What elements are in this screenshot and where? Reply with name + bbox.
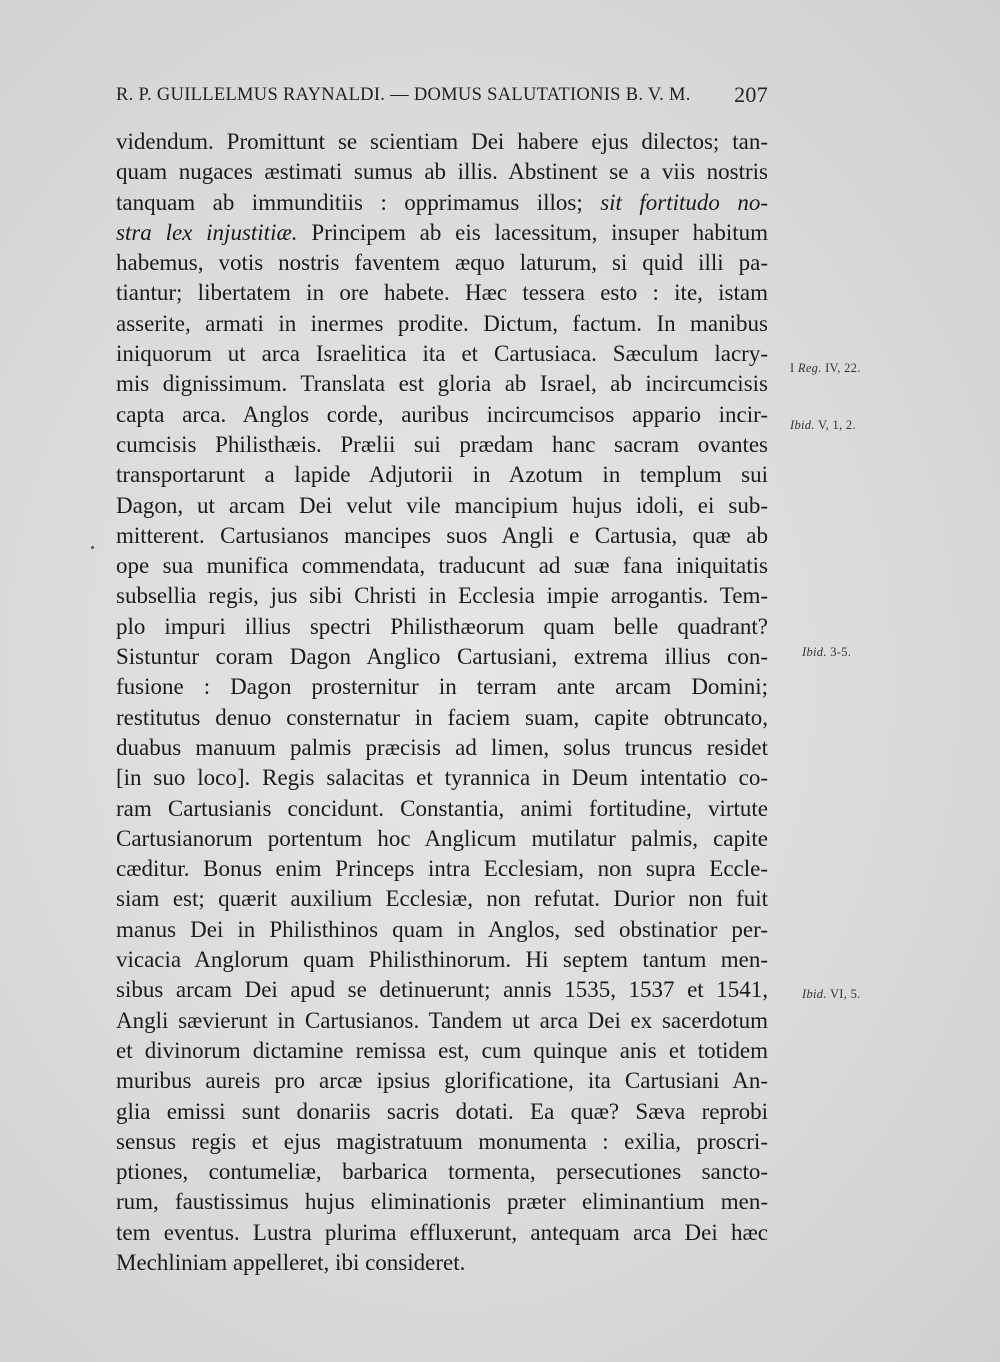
italic-quote: sit fortitudo no- <box>600 189 768 215</box>
text-line: et divinorum dictamine remissa est, cum quinque anis et totidem <box>116 1037 768 1063</box>
text-line: glia emissi sunt donariis sacris dotati. Ea quæ? Sæva reprobi <box>116 1098 768 1124</box>
speck <box>91 546 94 549</box>
text-line: ptiones, contumeliæ, barbarica tormenta, persecutiones sancto- <box>116 1159 768 1185</box>
text-line: capta arca. Anglos corde, auribus incircumcisos appario incir- <box>116 401 768 427</box>
text-line: videndum. Promittunt se scientiam Dei habere ejus dilectos; tan- <box>116 129 768 154</box>
text-line: quam nugaces æstimati sumus ab illis. Abstinent se a viis nostris <box>116 159 768 185</box>
text-line: [in suo loco]. Regis salacitas et tyrannica in Deum intentatio co- <box>116 765 768 791</box>
margin-note-loc: VI, 5. <box>826 987 861 1001</box>
text-line: sibus arcam Dei apud se detinuerunt; annis 1535, 1537 et 1541, <box>116 977 768 1003</box>
text-line-start: tanquam ab immunditiis : opprimamus illos; <box>116 189 601 215</box>
margin-note-abbr: Ibid. <box>802 645 827 659</box>
italic-quote: stra lex injustitiæ. <box>116 219 298 245</box>
text-line: duabus manuum palmis præcisis ad limen, solus truncus residet <box>116 734 768 760</box>
text-line: habemus, votis nostris faventem æquo laturum, si quid illi pa- <box>116 250 768 276</box>
text-line: Dagon, ut arcam Dei velut vile mancipium hujus idoli, ei sub- <box>116 492 768 518</box>
text-line: Cartusianorum portentum hoc Anglicum mutilatur palmis, capite <box>116 825 768 851</box>
margin-note <box>790 361 861 376</box>
text-line: tem eventus. Lustra plurima effluxerunt, antequam arca Dei hæc <box>116 1219 768 1245</box>
margin-note <box>802 987 861 1002</box>
margin-note-abbr: Ibid. <box>802 987 827 1001</box>
margin-note <box>802 645 851 660</box>
text-line: rum, faustissimus hujus eliminationis præter eliminantium men- <box>116 1189 768 1215</box>
text-line: mis dignissimum. Translata est gloria ab Israel, ab incircumcisis <box>116 371 768 397</box>
running-title: R. P. GUILLELMUS RAYNALDI. — DOMUS SALUTATIONIS B. V. M. <box>116 85 691 105</box>
margin-note-loc: V, 1, 2. <box>814 418 856 432</box>
margin-note-loc: IV, 22. <box>821 361 861 375</box>
text-line: fusione : Dagon prosternitur in terram ante arcam Domini; <box>116 674 768 700</box>
text-line: tiantur; libertatem in ore habete. Hæc tessera esto : ite, istam <box>116 280 768 306</box>
text-line: asserite, armati in inermes prodite. Dictum, factum. In manibus <box>116 310 768 336</box>
text-line: subsellia regis, jus sibi Christi in Ecclesia impie arrogantis. Tem- <box>116 583 768 609</box>
text-line: iniquorum ut arca Israelitica ita et Cartusiaca. Sæculum lacry- <box>116 341 768 367</box>
text-line-rest: Principem ab eis lacessitum, insuper habitum <box>297 219 768 245</box>
margin-note-ref: I <box>790 361 798 375</box>
body-text <box>116 127 768 1278</box>
text-line: restitutus denuo consternatur in faciem suam, capite obtruncato, <box>116 704 768 730</box>
text-line: muribus aureis pro arcæ ipsius glorificatione, ita Cartusiani An- <box>116 1068 768 1094</box>
text-line: plo impuri illius spectri Philisthæorum quam belle quadrant? <box>116 613 768 639</box>
margin-note-abbr: Reg. <box>797 361 822 375</box>
text-line: transportarunt a lapide Adjutorii in Azotum in templum sui <box>116 462 768 488</box>
text-line: Mechliniam appelleret, ibi consideret. <box>116 1249 466 1275</box>
text-line: Angli sævierunt in Cartusianos. Tandem ut arca Dei ex sacerdotum <box>116 1007 768 1033</box>
text-line: ram Cartusianis concidunt. Constantia, animi fortitudine, virtute <box>116 795 768 821</box>
running-header <box>116 82 768 108</box>
text-line: cumcisis Philisthæis. Prælii sui prædam hanc sacram ovantes <box>116 431 768 457</box>
text-line: siam est; quærit auxilium Ecclesiæ, non refutat. Durior non fuit <box>116 886 768 912</box>
text-line <box>116 188 768 218</box>
text-line: mitterent. Cartusianos mancipes suos Angli e Cartusia, quæ ab <box>116 522 768 548</box>
text-line: ope sua munifica commendata, traducunt ad suæ fana iniquitatis <box>116 553 768 579</box>
text-line: sensus regis et ejus magistratuum monumenta : exilia, proscri- <box>116 1128 768 1154</box>
text-line: vicacia Anglorum quam Philisthinorum. Hi septem tantum men- <box>116 947 768 973</box>
page-number: 207 <box>734 82 768 107</box>
margin-note-abbr: Ibid. <box>790 418 815 432</box>
text-line: manus Dei in Philisthinos quam in Anglos, sed obstinatior per- <box>116 916 768 942</box>
text-line <box>116 218 768 248</box>
text-line: cæditur. Bonus enim Princeps intra Ecclesiam, non supra Eccle- <box>116 856 768 882</box>
margin-note-loc: 3-5. <box>826 645 852 659</box>
margin-note <box>790 418 856 433</box>
text-line: Sistuntur coram Dagon Anglico Cartusiani, extrema illius con- <box>116 644 768 670</box>
